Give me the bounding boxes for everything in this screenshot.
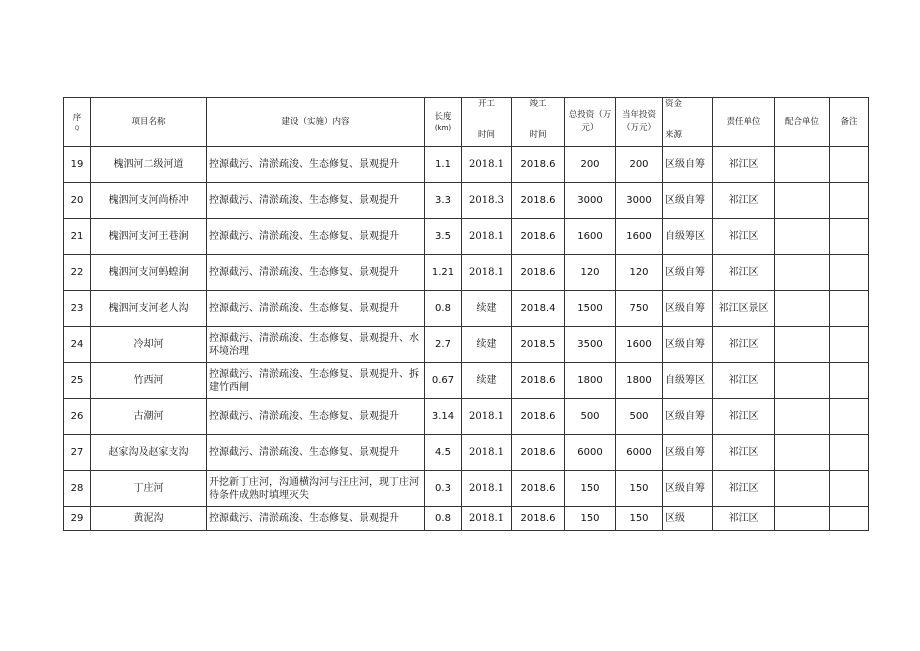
cell-end: 2018.6 <box>512 507 565 531</box>
cell-year-invest: 1600 <box>616 327 663 363</box>
cell-cooperate <box>775 327 830 363</box>
header-length-unit: (km) <box>434 124 452 132</box>
cell-content: 开挖新丁庄河，沟通横沟河与汪庄河，现丁庄河待条件成熟时填埋灭失 <box>207 471 425 507</box>
header-responsible: 责任单位 <box>713 98 775 147</box>
cell-content: 控源截污、清淤疏浚、生态修复、景观提升 <box>207 183 425 219</box>
cell-responsible: 祁江区 <box>713 399 775 435</box>
cell-length: 1.1 <box>425 147 462 183</box>
cell-start: 2018.3 <box>462 183 512 219</box>
cell-seq: 23 <box>64 291 91 327</box>
cell-length: 3.5 <box>425 219 462 255</box>
cell-fund-source: 区级自筹 <box>663 255 713 291</box>
cell-length: 3.14 <box>425 399 462 435</box>
header-content: 建设（实施）内容 <box>207 98 425 147</box>
cell-year-invest: 6000 <box>616 435 663 471</box>
cell-total-invest: 150 <box>565 471 616 507</box>
cell-cooperate <box>775 219 830 255</box>
header-fund-source <box>663 98 713 147</box>
cell-length: 2.7 <box>425 327 462 363</box>
cell-end: 2018.6 <box>512 471 565 507</box>
cell-total-invest: 6000 <box>565 435 616 471</box>
header-total-invest: 总投资（万元） <box>565 98 616 147</box>
header-end-bottom: 时间 <box>529 130 547 140</box>
cell-seq: 19 <box>64 147 91 183</box>
cell-content: 控源截污、清淤疏浚、生态修复、景观提升 <box>207 291 425 327</box>
cell-remark <box>830 147 869 183</box>
cell-responsible: 祁江区 <box>713 255 775 291</box>
cell-length: 0.8 <box>425 507 462 531</box>
cell-seq: 27 <box>64 435 91 471</box>
cell-end: 2018.6 <box>512 255 565 291</box>
cell-end: 2018.6 <box>512 183 565 219</box>
header-seq <box>64 98 91 147</box>
cell-seq: 26 <box>64 399 91 435</box>
cell-end: 2018.6 <box>512 399 565 435</box>
cell-year-invest: 150 <box>616 507 663 531</box>
cell-cooperate <box>775 147 830 183</box>
cell-start: 续建 <box>462 327 512 363</box>
cell-start: 2018.1 <box>462 507 512 531</box>
cell-start: 2018.1 <box>462 471 512 507</box>
table-row <box>64 291 869 327</box>
cell-year-invest: 150 <box>616 471 663 507</box>
cell-remark <box>830 291 869 327</box>
cell-year-invest: 1600 <box>616 219 663 255</box>
cell-start: 续建 <box>462 291 512 327</box>
cell-seq: 28 <box>64 471 91 507</box>
cell-seq: 22 <box>64 255 91 291</box>
table-row <box>64 219 869 255</box>
cell-content: 控源截污、清淤疏浚、生态修复、景观提升 <box>207 255 425 291</box>
header-seq-sub: Q <box>74 124 80 132</box>
cell-fund-source: 自级筹区 <box>663 363 713 399</box>
cell-cooperate <box>775 255 830 291</box>
cell-fund-source: 区级自筹 <box>663 147 713 183</box>
header-fund-bottom: 来源 <box>665 130 683 140</box>
cell-total-invest: 120 <box>565 255 616 291</box>
cell-responsible: 祁江区 <box>713 507 775 531</box>
cell-name: 槐泗河二级河道 <box>91 147 207 183</box>
cell-start: 续建 <box>462 363 512 399</box>
cell-remark <box>830 471 869 507</box>
cell-total-invest: 3000 <box>565 183 616 219</box>
cell-remark <box>830 399 869 435</box>
cell-year-invest: 120 <box>616 255 663 291</box>
cell-seq: 21 <box>64 219 91 255</box>
table-row <box>64 183 869 219</box>
cell-length: 1.21 <box>425 255 462 291</box>
cell-remark <box>830 507 869 531</box>
cell-name: 黄泥沟 <box>91 507 207 531</box>
cell-responsible: 祁江区 <box>713 147 775 183</box>
table-row <box>64 507 869 531</box>
cell-cooperate <box>775 291 830 327</box>
cell-fund-source: 区级自筹 <box>663 471 713 507</box>
cell-responsible: 祁江区 <box>713 327 775 363</box>
table-row <box>64 363 869 399</box>
cell-responsible: 祁江区 <box>713 435 775 471</box>
cell-content: 控源截污、清淤疏浚、生态修复、景观提升、拆建竹西闸 <box>207 363 425 399</box>
header-seq-label: 序 <box>72 112 82 123</box>
cell-total-invest: 3500 <box>565 327 616 363</box>
cell-length: 4.5 <box>425 435 462 471</box>
cell-fund-source: 区级自筹 <box>663 399 713 435</box>
cell-end: 2018.5 <box>512 327 565 363</box>
cell-cooperate <box>775 471 830 507</box>
table-row <box>64 399 869 435</box>
cell-fund-source: 区级自筹 <box>663 327 713 363</box>
table-row <box>64 435 869 471</box>
cell-name: 丁庄河 <box>91 471 207 507</box>
cell-remark <box>830 435 869 471</box>
cell-remark <box>830 327 869 363</box>
cell-seq: 20 <box>64 183 91 219</box>
cell-total-invest: 200 <box>565 147 616 183</box>
cell-length: 0.8 <box>425 291 462 327</box>
header-end-top: 竣工 <box>529 99 547 109</box>
cell-name: 槐泗河支河尚桥冲 <box>91 183 207 219</box>
cell-start: 2018.1 <box>462 435 512 471</box>
cell-name: 槐泗河支河王巷涧 <box>91 219 207 255</box>
table-row <box>64 327 869 363</box>
cell-responsible: 祁江区 <box>713 219 775 255</box>
cell-fund-source: 自级筹区 <box>663 219 713 255</box>
cell-start: 2018.1 <box>462 399 512 435</box>
header-start-top: 开工 <box>477 99 495 109</box>
cell-year-invest: 3000 <box>616 183 663 219</box>
cell-cooperate <box>775 363 830 399</box>
cell-name: 槐泗河支河蚂蝗涧 <box>91 255 207 291</box>
cell-fund-source: 区级自筹 <box>663 183 713 219</box>
cell-fund-source: 区级自筹 <box>663 435 713 471</box>
cell-name: 古潮河 <box>91 399 207 435</box>
cell-name: 赵家沟及赵家支沟 <box>91 435 207 471</box>
cell-cooperate <box>775 435 830 471</box>
header-cooperate: 配合单位 <box>775 98 830 147</box>
cell-start: 2018.1 <box>462 255 512 291</box>
cell-start: 2018.1 <box>462 219 512 255</box>
cell-responsible: 祁江区 <box>713 471 775 507</box>
cell-total-invest: 1800 <box>565 363 616 399</box>
header-start-bottom: 时间 <box>477 130 495 140</box>
cell-content: 控源截污、清淤疏浚、生态修复、景观提升 <box>207 435 425 471</box>
cell-total-invest: 150 <box>565 507 616 531</box>
cell-remark <box>830 255 869 291</box>
cell-year-invest: 1800 <box>616 363 663 399</box>
table-row <box>64 255 869 291</box>
cell-content: 控源截污、清淤疏浚、生态修复、景观提升 <box>207 219 425 255</box>
cell-length: 3.3 <box>425 183 462 219</box>
cell-end: 2018.6 <box>512 219 565 255</box>
table-row <box>64 471 869 507</box>
cell-seq: 29 <box>64 507 91 531</box>
cell-seq: 25 <box>64 363 91 399</box>
cell-year-invest: 200 <box>616 147 663 183</box>
cell-remark <box>830 363 869 399</box>
cell-responsible: 祁江区 <box>713 363 775 399</box>
cell-content: 控源截污、清淤疏浚、生态修复、景观提升 <box>207 147 425 183</box>
header-length <box>425 98 462 147</box>
cell-name: 竹西河 <box>91 363 207 399</box>
cell-length: 0.3 <box>425 471 462 507</box>
cell-seq: 24 <box>64 327 91 363</box>
cell-end: 2018.4 <box>512 291 565 327</box>
cell-cooperate <box>775 507 830 531</box>
cell-remark <box>830 183 869 219</box>
cell-length: 0.67 <box>425 363 462 399</box>
project-table <box>63 97 869 531</box>
cell-responsible: 祁江区 <box>713 183 775 219</box>
header-name: 项目名称 <box>91 98 207 147</box>
header-fund-top: 资金 <box>665 99 683 109</box>
header-year-invest: 当年投资（万元） <box>616 98 663 147</box>
cell-content: 控源截污、清淤疏浚、生态修复、景观提升 <box>207 399 425 435</box>
cell-end: 2018.6 <box>512 363 565 399</box>
cell-total-invest: 1600 <box>565 219 616 255</box>
cell-end: 2018.6 <box>512 435 565 471</box>
cell-content: 控源截污、清淤疏浚、生态修复、景观提升 <box>207 507 425 531</box>
cell-name: 槐泗河支河老人沟 <box>91 291 207 327</box>
cell-total-invest: 500 <box>565 399 616 435</box>
cell-year-invest: 750 <box>616 291 663 327</box>
cell-cooperate <box>775 399 830 435</box>
header-remarks: 备注 <box>830 98 869 147</box>
cell-start: 2018.1 <box>462 147 512 183</box>
cell-end: 2018.6 <box>512 147 565 183</box>
header-start <box>462 98 512 147</box>
cell-name: 冷却河 <box>91 327 207 363</box>
cell-content: 控源截污、清淤疏浚、生态修复、景观提升、水环境治理 <box>207 327 425 363</box>
cell-responsible: 祁江区景区 <box>713 291 775 327</box>
table-row <box>64 147 869 183</box>
cell-fund-source: 区级自筹 <box>663 291 713 327</box>
table-header-row <box>64 98 869 147</box>
cell-cooperate <box>775 183 830 219</box>
cell-total-invest: 1500 <box>565 291 616 327</box>
cell-year-invest: 500 <box>616 399 663 435</box>
cell-fund-source: 区级 <box>663 507 713 531</box>
header-length-label: 长度 <box>434 112 452 122</box>
header-end <box>512 98 565 147</box>
cell-remark <box>830 219 869 255</box>
